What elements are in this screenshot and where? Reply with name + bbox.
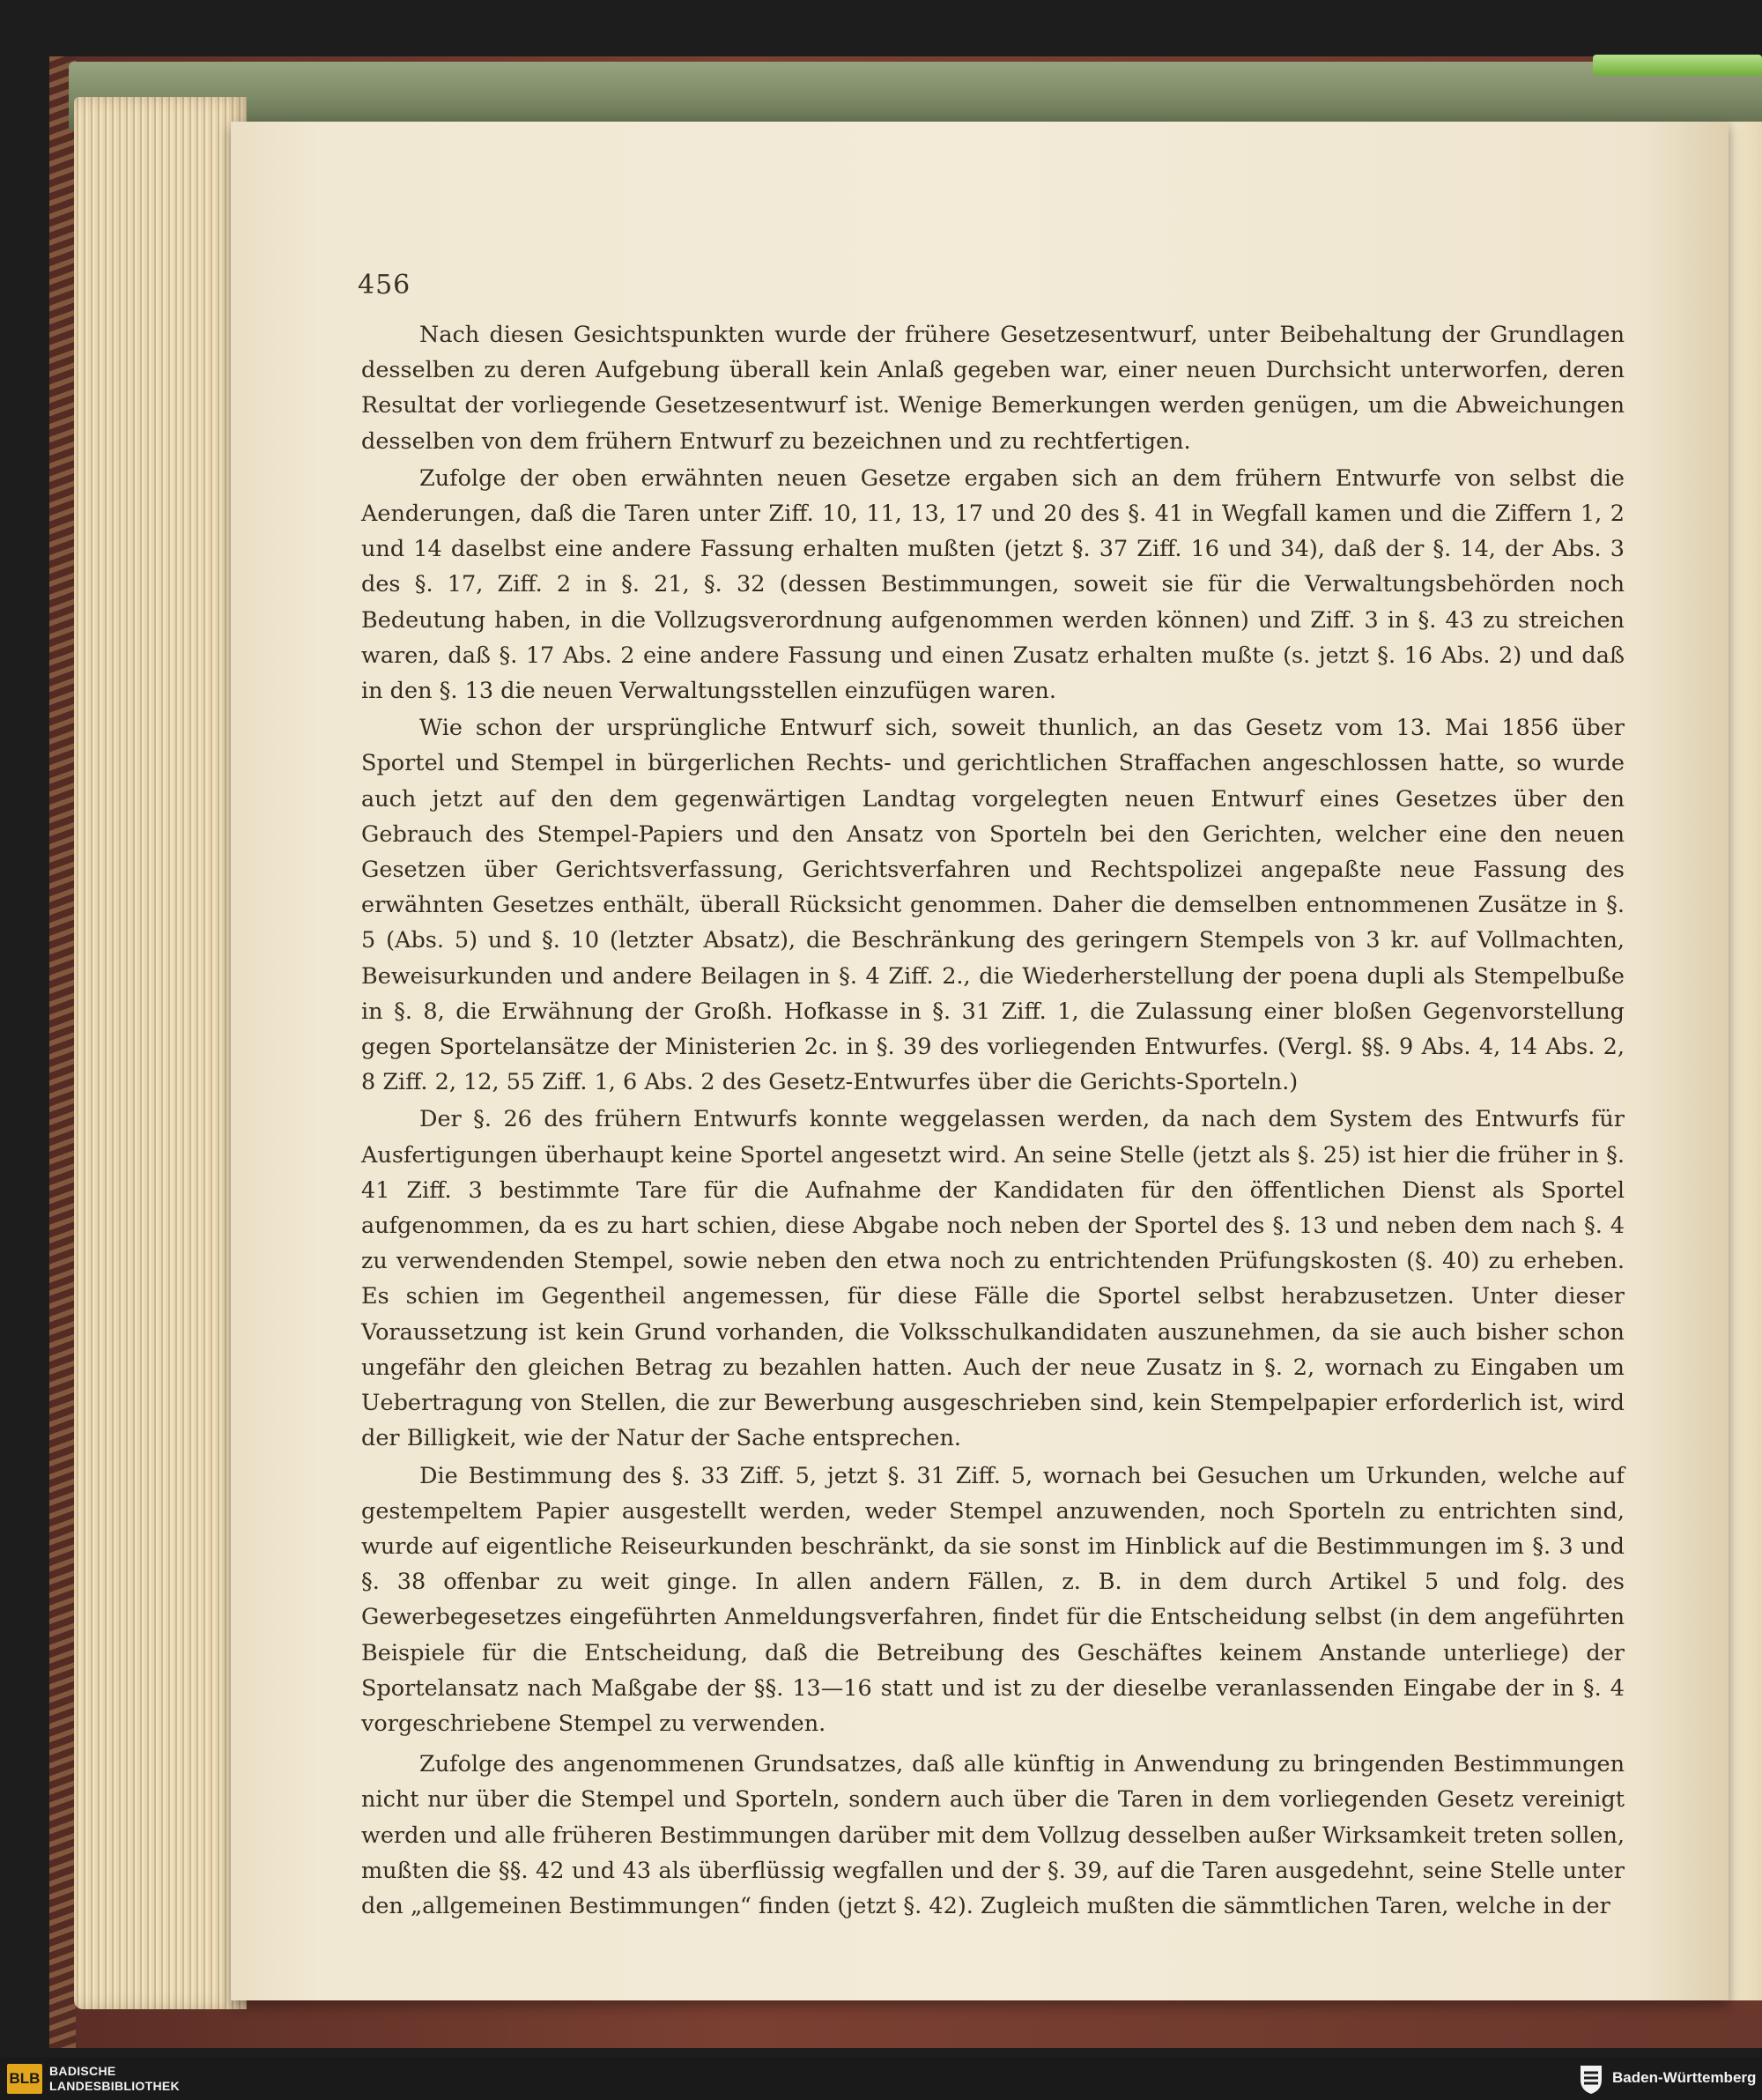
page-number: 456 [358, 270, 411, 301]
paragraph-5: Die Bestimmung des §. 33 Ziff. 5, jetzt §. 31 Ziff. 5, wornach bei Gesuchen um Urkunden, welche auf gestempeltem Papier ausgestellt werden, weder Stempel anzuwenden, noch Sporteln zu entrichten sind, wurde auf eigentliche Reiseurkunden beschränkt, da sie sonst im Hinblick auf die Bestimmungen im §. 3 und §. 38 offenbar zu weit ginge. In allen andern Fällen, z. B. in dem durch Artikel 5 und folg. des Gewerbegesetzes eingeführten Anmeldungsverfahren, findet für die Entscheidung selbst (in dem angeführten Beispiele für die Entscheidung, daß die Betreibung des Geschäftes keinem Anstande unterliege) der Sportelansatz nach Maßgabe der §§. 13—16 statt und ist zu der dieselbe veranlassenden Eingabe der in §. 4 vorgeschriebene Stempel zu verwenden. [361, 1462, 1625, 1737]
paragraph-4: Der §. 26 des frühern Entwurfs konnte weggelassen werden, da nach dem System des Entwurfs für Ausfertigungen überhaupt keine Sportel angesetzt wird. An seine Stelle (jetzt als §. 25) ist hier die früher in §. 41 Ziff. 3 bestimmte Tare für die Aufnahme der Kandidaten für den öffentlichen Dienst als Sportel aufgenommen, da es zu hart schien, diese Abgabe noch neben der Sportel des §. 13 und neben dem nach §. 4 zu verwendenden Stempel, sowie neben den etwa noch zu entrichtenden Prüfungskosten (§. 40) zu erheben. Es schien im Gegentheil angemessen, für diese Fälle die Sportel selbst herabzusetzen. Unter dieser Voraussetzung ist kein Grund vorhanden, die Volksschulkandidaten auszunehmen, da sie auch bisher schon ungefähr den gleichen Betrag zu bezahlen hatten. Auch der neue Zusatz in §. 2, wornach zu Eingaben um Uebertragung von Stellen, die zur Bewerbung ausgeschrieben sind, kein Stempelpapier erforderlich ist, wird der Billigkeit, wie der Natur der Sache entsprechen. [361, 1106, 1625, 1452]
page-stack-edge [74, 97, 247, 2009]
paragraph-1: Nach diesen Gesichtspunkten wurde der frühere Gesetzesentwurf, unter Beibehaltung der Grundlagen desselben zu deren Aufgebung überall kein Anlaß gegeben war, einer neuen Durchsicht unterworfen, deren Resultat der vorliegende Gesetzesentwurf ist. Wenige Bemerkungen werden genügen, um die Abweichungen desselben von dem frühern Entwurf zu bezeichnen und zu rechtfertigen. [361, 322, 1625, 455]
paragraph-2: Zufolge der oben erwähnten neuen Gesetze ergaben sich an dem frühern Entwurfe von selbst die Aenderungen, daß die Taren unter Ziff. 10, 11, 13, 17 und 20 des §. 41 in Wegfall kamen und die Ziffern 1, 2 und 14 daselbst eine andere Fassung erhalten mußten (jetzt §. 37 Ziff. 16 und 34), daß der §. 14, der Abs. 3 des §. 17, Ziff. 2 in §. 21, §. 32 (dessen Bestimmungen, soweit sie für die Verwaltungsbehörden noch Bedeutung haben, in die Vollzugsverordnung aufgenommen werden können) und Ziff. 3 in §. 43 zu streichen waren, daß §. 17 Abs. 2 eine andere Fassung und einen Zusatz erhalten mußte (s. jetzt §. 16 Abs. 2) und daß in den §. 13 die neuen Verwaltungsstellen einzufügen waren. [361, 464, 1625, 705]
page-top-edge [69, 62, 1762, 130]
marbled-binding [49, 56, 76, 2048]
bookmark-ribbon [1593, 55, 1762, 76]
library-name-line1: BADISCHE [49, 2064, 116, 2078]
page-text [361, 317, 1625, 1924]
blb-logo[interactable]: BLB [7, 2064, 42, 2094]
library-name[interactable] [49, 2064, 180, 2094]
paragraph-6: Zufolge des angenommenen Grundsatzes, daß alle künftig in Anwendung zu bringenden Bestimmungen nicht nur über die Stempel und Sporteln, sondern auch über die Taren in dem vorliegenden Gesetz vereinigt werden und alle früheren Bestimmungen darüber mit dem Vollzug desselben außer Wirksamkeit treten sollen, mußten die §§. 42 und 43 als überflüssig wegfallen und der §. 39, auf die Taren ausgedehnt, seine Stelle unter den „allgemeinen Bestimmungen“ finden (jetzt §. 42). Zugleich mußten die sämmtlichen Taren, welche in der [361, 1751, 1625, 1919]
footer-bar [0, 2057, 1762, 2100]
coat-of-arms-icon [1577, 2062, 1605, 2096]
library-name-line2: LANDESBIBLIOTHEK [49, 2079, 180, 2093]
state-name[interactable]: Baden-Württemberg [1612, 2069, 1757, 2086]
paragraph-3: Wie schon der ursprüngliche Entwurf sich, soweit thunlich, an das Gesetz vom 13. Mai 1856 über Sportel und Stempel in bürgerlichen Rechts- und gerichtlichen Straffachen angeschlossen hatte, so wurde auch jetzt auf den dem gegenwärtigen Landtag vorgelegten neuen Entwurf eines Gesetzes über den Gebrauch des Stempel-Papiers und den Ansatz von Sporteln bei den Gerichten, welcher eine den neuen Gesetzen über Gerichtsverfassung, Gerichtsverfahren und Rechtspolizei angepaßte neue Fassung des erwähnten Gesetzes enthält, überall Rücksicht genommen. Daher die demselben entnommenen Zusätze in §. 5 (Abs. 5) und §. 10 (letzter Absatz), die Beschränkung des geringern Stempels von 3 kr. auf Vollmachten, Beweisurkunden und andere Beilagen in §. 4 Ziff. 2., die Wiederherstellung der poena dupli als Stempelbuße in §. 8, die Erwähnung der Großh. Hofkasse in §. 31 Ziff. 1, die Zulassung einer bloßen Gegenvorstellung gegen Sportelansätze der Ministerien 2c. in §. 39 des vorliegenden Entwurfes. (Vergl. §§. 9 Abs. 4, 14 Abs. 2, 8 Ziff. 2, 12, 55 Ziff. 1, 6 Abs. 2 des Gesetz-Entwurfes über die Gerichts-Sporteln.) [361, 715, 1625, 1096]
